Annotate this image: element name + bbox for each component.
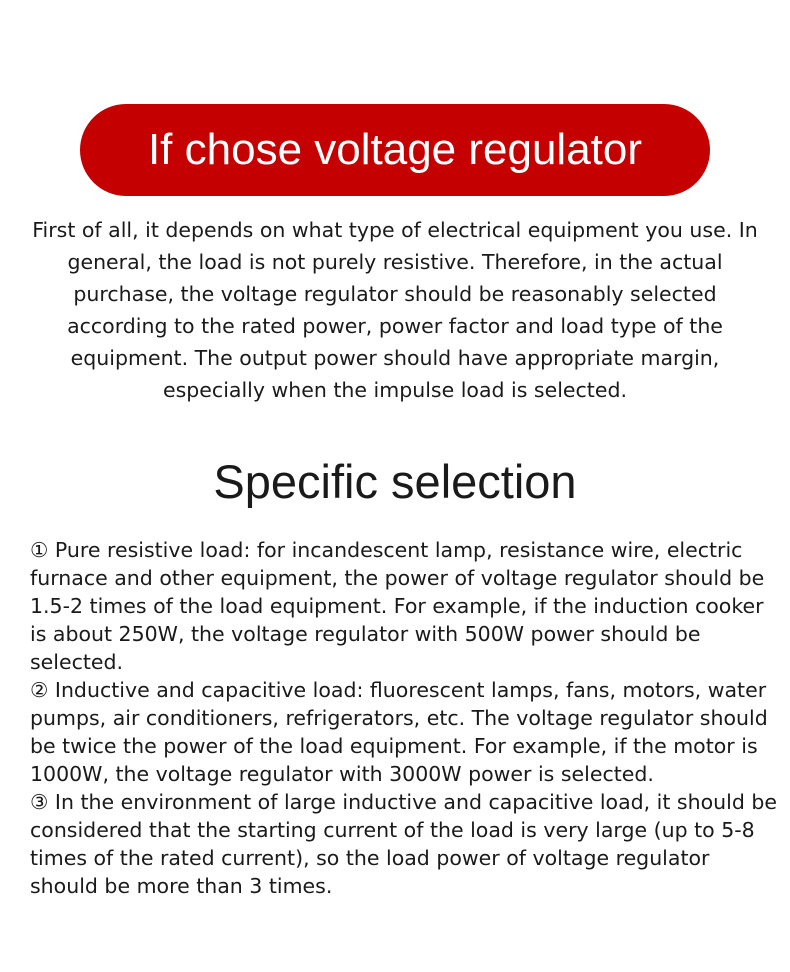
intro-paragraph: First of all, it depends on what type of electrical equipment you use. In general, the load is not purely resistive. Therefore, in the actual purchase, the voltage regulator should be reasonably selected according to the rated power, power factor and load type of the equipment. The output power should have appropriate margin, especially when the impulse load is selected.: [32, 218, 758, 402]
title-banner: [80, 104, 710, 196]
selection-item-large-inductive: ③ In the environment of large inductive and capacitive load, it should be considered that the starting current of the load is very large (up to 5-8 times of the rated current), so the load power of voltage regulator should be more than 3 times.: [30, 790, 777, 898]
selection-item-resistive: ① Pure resistive load: for incandescent lamp, resistance wire, electric furnace and other equipment, the power of voltage regulator should be 1.5-2 times of the load equipment. For example, if the induction cooker is about 250W, the voltage regulator with 500W power should be selected.: [30, 538, 765, 674]
selection-item-inductive-capacitive: ② Inductive and capacitive load: fluorescent lamps, fans, motors, water pumps, air conditioners, refrigerators, etc. The voltage regulator should be twice the power of the load equipment. For example, if the motor is 1000W, the voltage regulator with 3000W power is selected.: [30, 678, 768, 786]
section-heading: Specific selection: [213, 455, 577, 508]
banner-title: If chose voltage regulator: [147, 125, 643, 174]
selection-list: [30, 536, 778, 900]
